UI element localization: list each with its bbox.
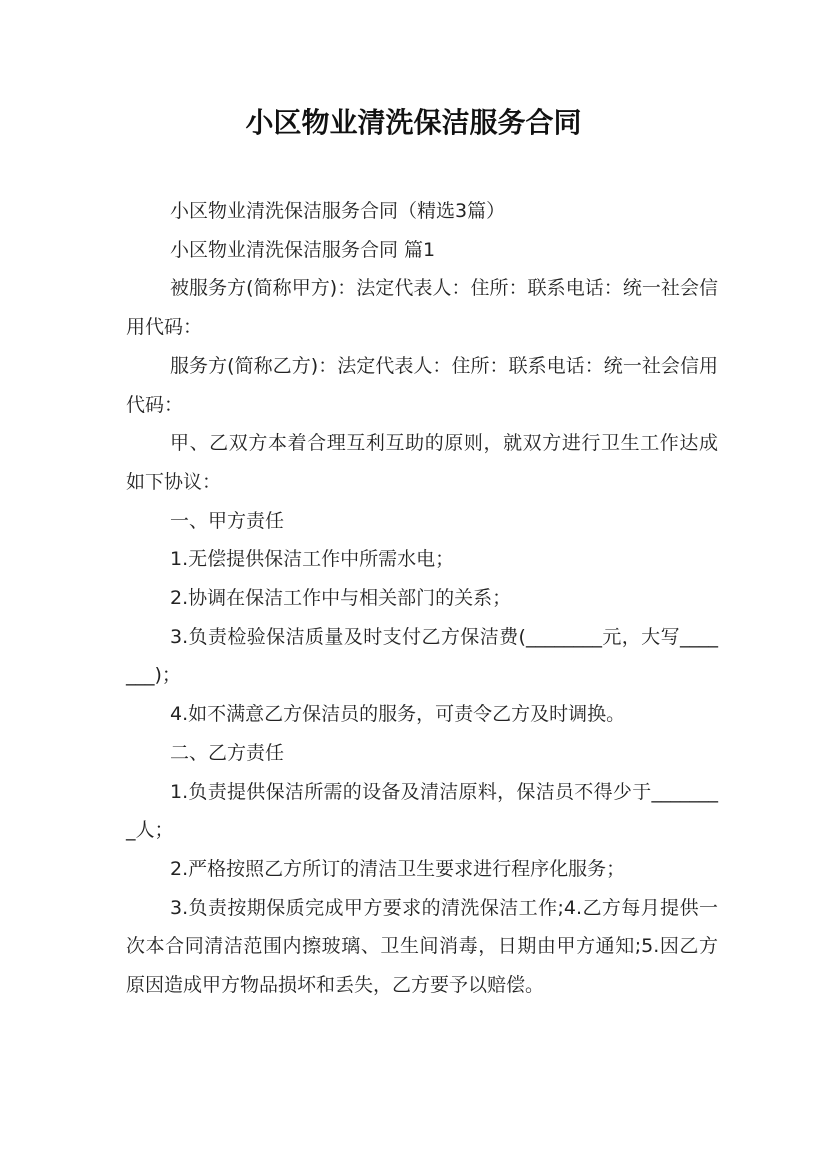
- paragraph-party-a: 被服务方(简称甲方)：法定代表人：住所：联系电话：统一社会信用代码：: [126, 277, 718, 339]
- document-body: [126, 192, 718, 1005]
- paragraph-party-b-heading: 二、乙方责任: [170, 741, 285, 764]
- paragraph-subtitle: 小区物业清洗保洁服务合同（精选3篇）: [170, 200, 506, 222]
- paragraph-agreement-intro: 甲、乙双方本着合理互利互助的原则，就双方进行卫生工作达成如下协议：: [126, 432, 718, 493]
- paragraph-party-b-item-2: 2.严格按照乙方所订的清洁卫生要求进行程序化服务；: [170, 857, 626, 880]
- paragraph-party-a-item-1: 1.无偿提供保洁工作中所需水电；: [170, 548, 455, 571]
- paragraph-party-a-item-3: 3.负责检验保洁质量及时支付乙方保洁费(________元，大写_______)；: [126, 625, 718, 687]
- paragraph-party-b-item-3: 3.负责按期保质完成甲方要求的清洗保洁工作;4.乙方每月提供一次本合同清洁范围内擦玻璃、卫生间消毒，日期由甲方通知;5.因乙方原因造成甲方物品损坏和丢失，乙方要予以赔偿。: [126, 896, 718, 997]
- document-title: 小区物业清洗保洁服务合同: [245, 106, 582, 139]
- paragraph-party-b-item-1: 1.负责提供保洁所需的设备及清洁原料，保洁员不得少于________人；: [126, 780, 718, 842]
- paragraph-party-b: 服务方(简称乙方)：法定代表人：住所：联系电话：统一社会信用代码：: [126, 354, 718, 416]
- paragraph-party-a-item-4: 4.如不满意乙方保洁员的服务，可责令乙方及时调换。: [170, 703, 626, 726]
- paragraph-party-a-heading: 一、甲方责任: [170, 509, 285, 532]
- paragraph-section-heading: 小区物业清洗保洁服务合同 篇1: [170, 238, 436, 261]
- paragraph-party-a-item-2: 2.协调在保洁工作中与相关部门的关系；: [170, 587, 512, 610]
